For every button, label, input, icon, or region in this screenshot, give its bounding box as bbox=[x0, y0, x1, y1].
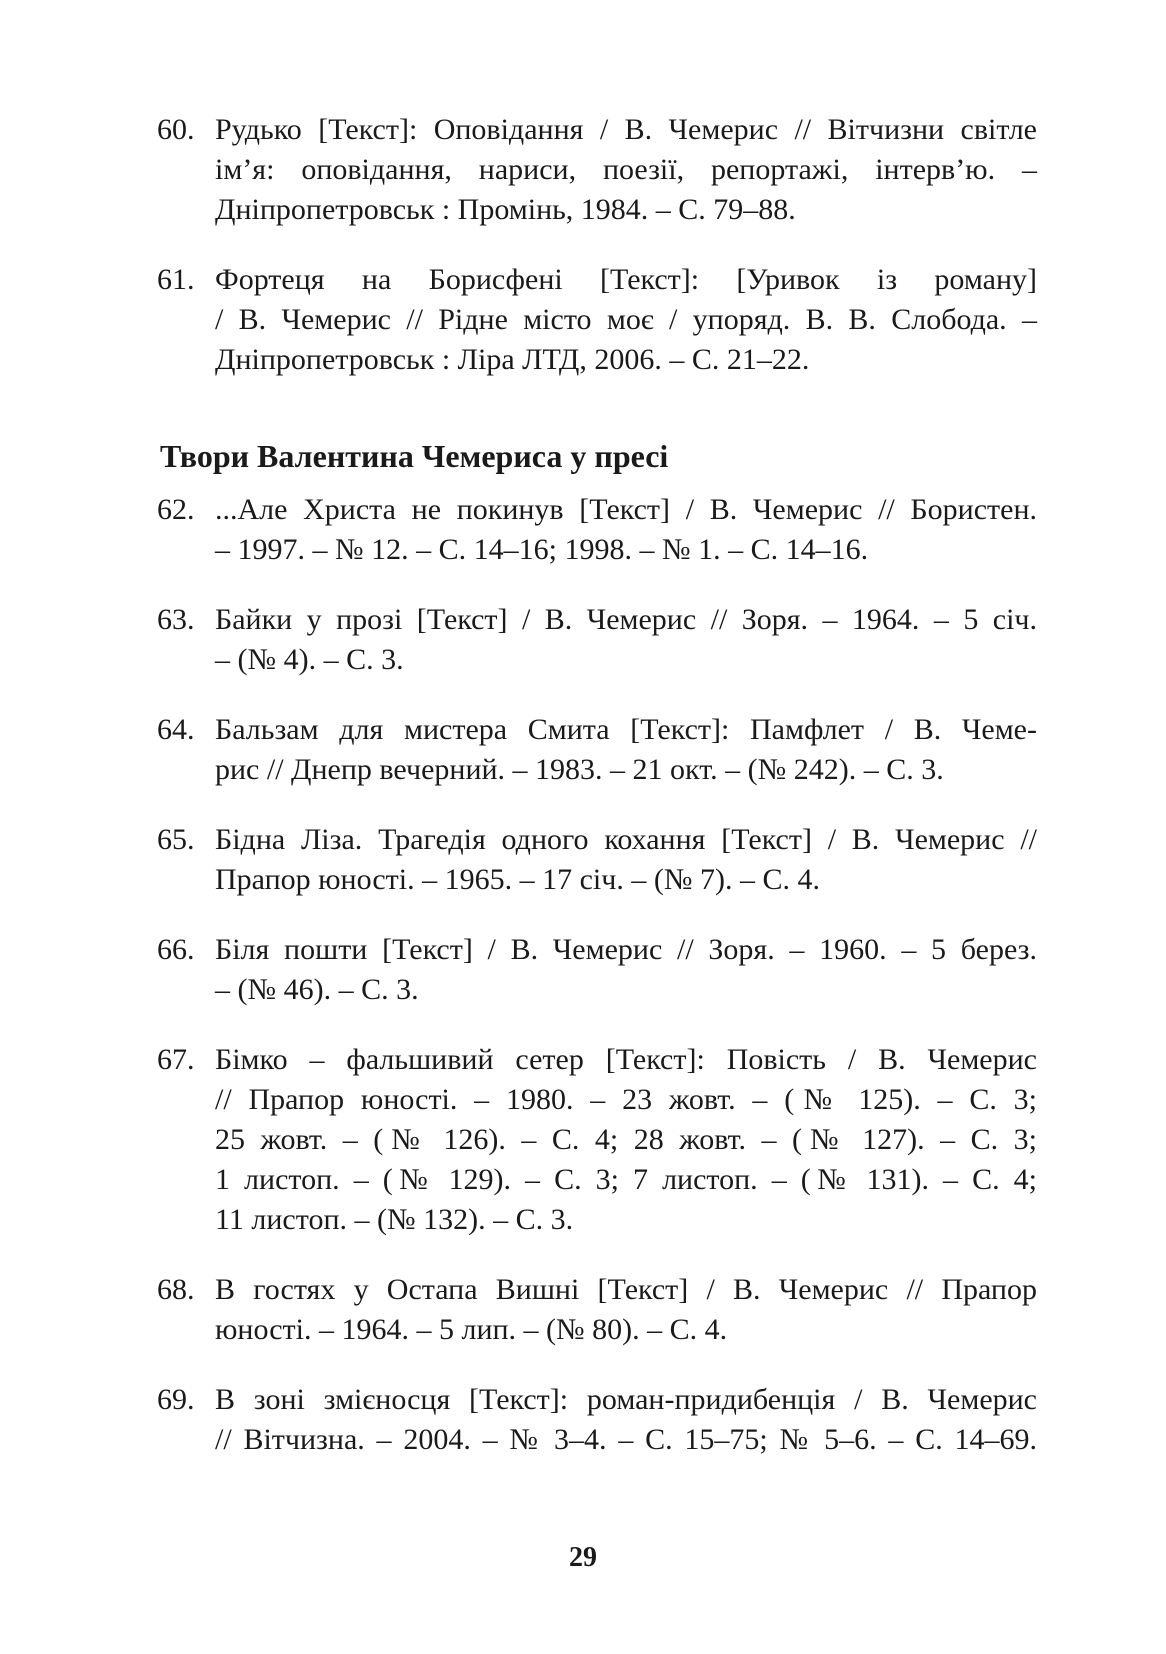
entry-line: // Вітчизна. – 2004. – № 3–4. – С. 15–75; № 5–6. – С. 14–69. bbox=[215, 1423, 1037, 1456]
entry-line: В зоні змієносця [Текст]: роман-придибенція / В. Чемерис bbox=[215, 1383, 1037, 1416]
entry-line: – (№ 46). – С. 3. bbox=[215, 973, 419, 1006]
entry-line: Фортеця на Борисфені [Текст]: [Уривок із роману] bbox=[215, 263, 1037, 296]
entry-line: Бімко – фальшивий сетер [Текст]: Повість / В. Чемерис bbox=[215, 1043, 1037, 1076]
entry-line: Байки у прозі [Текст] / В. Чемерис // Зоря. – 1964. – 5 січ. bbox=[215, 603, 1037, 636]
entry-number: 61. bbox=[157, 263, 195, 296]
entry-63 bbox=[0, 600, 1166, 680]
entry-66 bbox=[0, 930, 1166, 1010]
entry-line: // Прапор юності. – 1980. – 23 жовт. – (№ 125). – С. 3; bbox=[215, 1083, 1037, 1116]
entry-number: 62. bbox=[157, 493, 195, 526]
entry-line: Біля пошти [Текст] / В. Чемерис // Зоря. – 1960. – 5 берез. bbox=[215, 933, 1037, 966]
entry-line: – (№ 4). – С. 3. bbox=[215, 643, 404, 676]
entry-number: 65. bbox=[157, 823, 195, 856]
entry-line: 25 жовт. – (№ 126). – С. 4; 28 жовт. – (№ 127). – С. 3; bbox=[215, 1123, 1037, 1156]
entry-line: ім’я: оповідання, нариси, поезії, репортажі, інтерв’ю. – bbox=[215, 153, 1037, 186]
entry-64 bbox=[0, 710, 1166, 790]
bibliography-list-press bbox=[0, 490, 1166, 1460]
entry-60 bbox=[0, 110, 1166, 230]
entry-69 bbox=[0, 1380, 1166, 1460]
entry-line: Бальзам для мистера Смита [Текст]: Памфлет / В. Чеме- bbox=[215, 713, 1037, 746]
entry-line: / В. Чемерис // Рідне місто моє / упоряд. В. В. Слобода. – bbox=[215, 303, 1037, 336]
entry-number: 64. bbox=[157, 713, 195, 746]
entry-number: 60. bbox=[157, 113, 195, 146]
entry-line: – 1997. – № 12. – С. 14–16; 1998. – № 1. – С. 14–16. bbox=[215, 533, 869, 566]
entry-line: Бідна Ліза. Трагедія одного кохання [Текст] / В. Чемерис // bbox=[215, 823, 1037, 856]
entry-number: 67. bbox=[157, 1043, 195, 1076]
entry-line: ...Але Христа не покинув [Текст] / В. Чемерис // Бористен. bbox=[215, 493, 1037, 526]
entry-line: 1 листоп. – (№ 129). – С. 3; 7 листоп. – (№ 131). – С. 4; bbox=[215, 1163, 1037, 1196]
entry-number: 69. bbox=[157, 1383, 195, 1416]
entry-61 bbox=[0, 260, 1166, 380]
entry-line: Рудько [Текст]: Оповідання / В. Чемерис // Вітчизни світле bbox=[215, 113, 1037, 146]
entry-line: Дніпропетровськ : Промінь, 1984. – С. 79–88. bbox=[215, 193, 796, 226]
bibliography-list-top bbox=[0, 110, 1166, 380]
entry-number: 66. bbox=[157, 933, 195, 966]
entry-line: В гостях у Остапа Вишні [Текст] / В. Чемерис // Прапор bbox=[215, 1273, 1037, 1306]
page-number: 29 bbox=[569, 1542, 597, 1573]
entry-68 bbox=[0, 1270, 1166, 1350]
entry-62 bbox=[0, 490, 1166, 570]
entry-line: рис // Днепр вечерний. – 1983. – 21 окт. – (№ 242). – С. 3. bbox=[215, 753, 944, 786]
entry-line: юності. – 1964. – 5 лип. – (№ 80). – С. 4. bbox=[215, 1313, 728, 1346]
entry-line: Дніпропетровськ : Ліра ЛТД, 2006. – С. 21–22. bbox=[215, 343, 810, 376]
entry-65 bbox=[0, 820, 1166, 900]
section-heading: Твори Валентина Чемериса у пресі bbox=[160, 438, 669, 474]
entry-line: 11 листоп. – (№ 132). – С. 3. bbox=[215, 1203, 574, 1236]
entry-number: 63. bbox=[157, 603, 195, 636]
entry-67 bbox=[0, 1040, 1166, 1240]
entry-line: Прапор юності. – 1965. – 17 січ. – (№ 7). – С. 4. bbox=[215, 863, 820, 896]
entry-number: 68. bbox=[157, 1273, 195, 1306]
